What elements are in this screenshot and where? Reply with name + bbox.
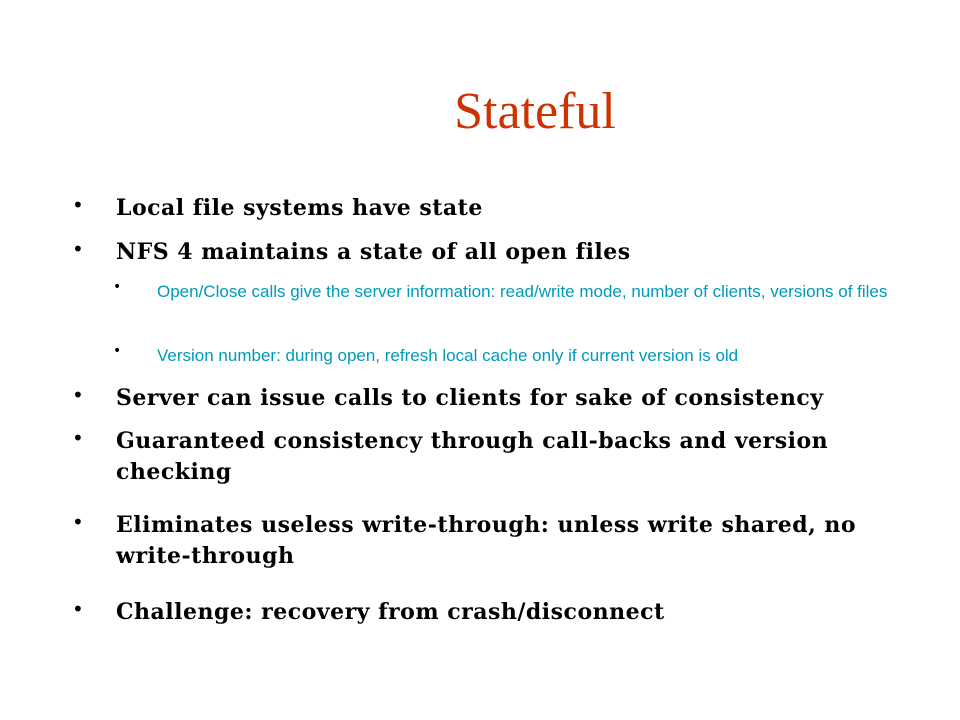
bullet-text: Version number: during open, refresh local cache only if current version is old <box>157 346 739 365</box>
bullet-glyph: • <box>72 383 84 407</box>
bullet-glyph: • <box>72 426 84 450</box>
bullet-text: Eliminates useless write-through: unless write shared, no write-through <box>116 512 857 569</box>
bullet-text: Guaranteed consistency through call-backs and version checking <box>116 428 829 485</box>
bullet-glyph: • <box>113 343 122 359</box>
bullet-glyph: • <box>72 510 84 534</box>
bullet-glyph: • <box>113 279 122 295</box>
bullet-glyph: • <box>72 237 84 261</box>
bullet-text: Open/Close calls give the server information: read/write mode, number of clients, versions of files <box>157 282 888 301</box>
bullet-text: Server can issue calls to clients for sake of consistency <box>116 385 824 411</box>
slide-title: Stateful <box>454 83 616 140</box>
bullet-text: Local file systems have state <box>116 195 483 221</box>
bullet-text: NFS 4 maintains a state of all open files <box>116 239 631 265</box>
bullet-glyph: • <box>72 597 84 621</box>
bullet-glyph: • <box>72 193 84 217</box>
bullet-text: Challenge: recovery from crash/disconnect <box>116 599 665 625</box>
